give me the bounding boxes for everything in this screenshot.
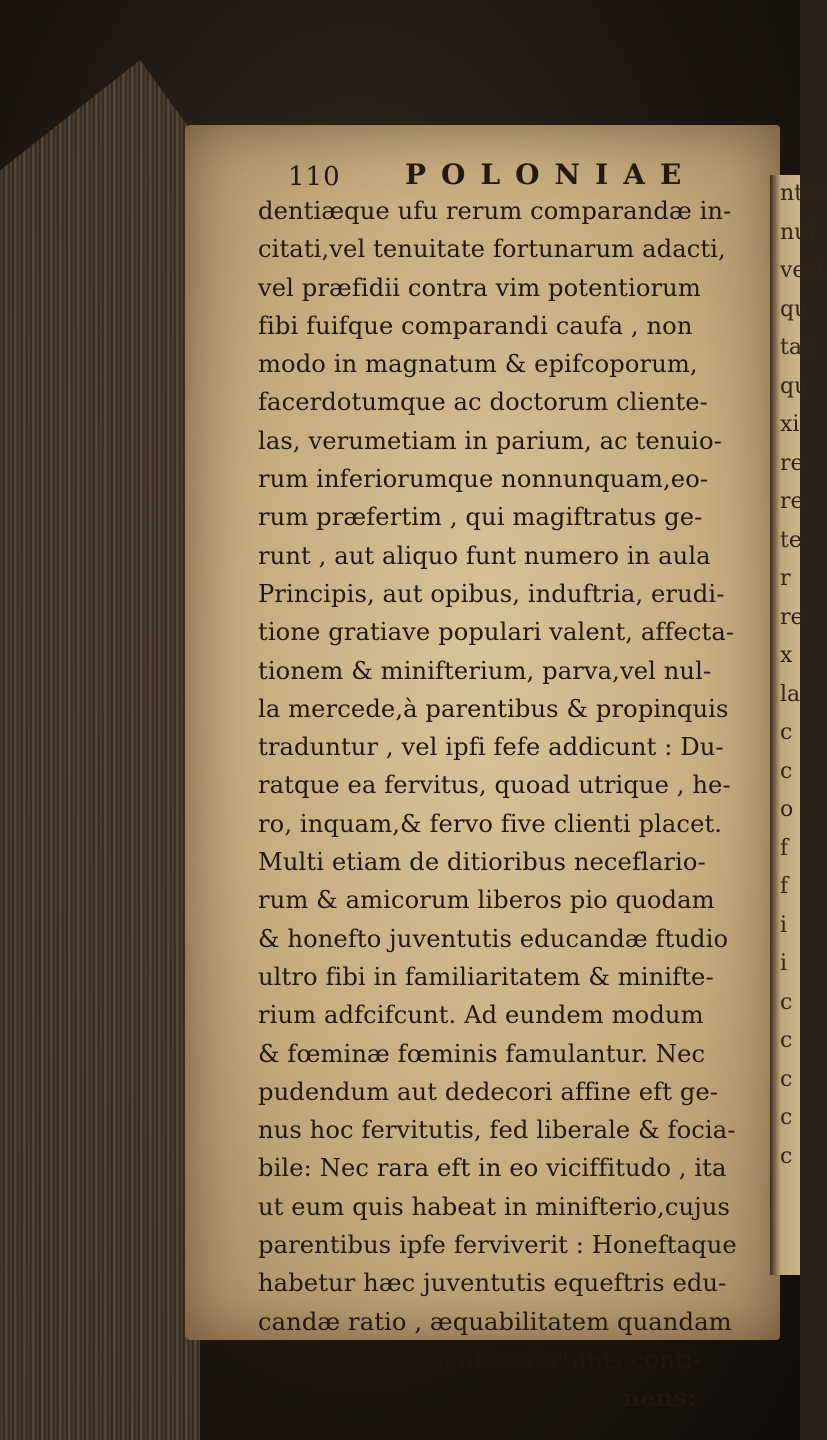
text-line: fibi fuifque comparandi caufa , non bbox=[258, 311, 693, 340]
facing-page-fragment: te bbox=[780, 527, 802, 553]
facing-page-fragment: c bbox=[780, 1143, 793, 1169]
facing-page-fragment: re bbox=[780, 604, 804, 630]
facing-page-fragment: xi bbox=[780, 412, 800, 437]
text-line: rum inferiorumque nonnunquam,eo- bbox=[258, 465, 709, 494]
text-line: etiam in inæqualibus fortunis conti- bbox=[258, 1345, 701, 1374]
text-line: citati,vel tenuitate fortunarum adacti, bbox=[258, 235, 726, 264]
text-line: runt , aut aliquo funt numero in aula bbox=[258, 541, 711, 570]
text-line: modo in magnatum & epifcoporum, bbox=[258, 350, 698, 379]
facing-page-fragment: re bbox=[780, 489, 804, 514]
text-line: rum præfertim , qui magiftratus ge- bbox=[258, 503, 703, 532]
facing-page-fragment: x bbox=[780, 643, 793, 668]
catchword: nens: bbox=[622, 1383, 696, 1413]
page-number: 110 bbox=[288, 162, 341, 192]
facing-page-fragment: c bbox=[780, 989, 793, 1015]
facing-page-edge bbox=[770, 175, 827, 1275]
facing-page-fragment: i bbox=[780, 951, 788, 976]
running-title: POLONIAE bbox=[405, 158, 697, 191]
facing-page-fragment: c bbox=[780, 1066, 793, 1092]
text-line: nus hoc fervitutis, fed liberale & focia- bbox=[258, 1116, 736, 1145]
text-line: & fœminæ fœminis famulantur. Nec bbox=[258, 1039, 706, 1068]
text-line: ultro fibi in familiaritatem & minifte- bbox=[258, 962, 714, 991]
facing-page-fragment: c bbox=[780, 1105, 793, 1130]
text-line: tione gratiave populari valent, affecta- bbox=[258, 618, 735, 647]
text-line: las, verumetiam in parium, ac tenuio- bbox=[258, 426, 722, 455]
facing-page-fragment: tat bbox=[780, 335, 811, 360]
text-line: rium adfcifcunt. Ad eundem modum bbox=[258, 1001, 704, 1030]
body-text bbox=[258, 192, 758, 1418]
text-line: Principis, aut opibus, induftria, erudi- bbox=[258, 579, 725, 608]
facing-page-fragment: c bbox=[780, 1028, 793, 1053]
facing-page-fragment: f bbox=[780, 874, 789, 899]
text-line: ratque ea fervitus, quoad utrique , he- bbox=[258, 771, 731, 800]
text-line: & honefto juventutis educandæ ftudio bbox=[258, 924, 729, 953]
text-line: pudendum aut dedecori affine eft ge- bbox=[258, 1077, 719, 1106]
facing-page-fragment: c bbox=[780, 720, 793, 745]
facing-page-fragment: qu bbox=[780, 373, 809, 399]
facing-page-fragment: ntes bbox=[780, 181, 827, 206]
facing-page-fragment: f bbox=[780, 835, 789, 861]
text-line: ro, inquam,& fervo five clienti placet. bbox=[258, 809, 723, 838]
facing-page-fragment: o bbox=[780, 797, 794, 822]
text-line: habetur hæc juventutis equeftris edu- bbox=[258, 1269, 727, 1298]
text-line: tionem & minifterium, parva,vel nul- bbox=[258, 656, 712, 685]
text-line: la mercede,à parentibus & propinquis bbox=[258, 694, 729, 723]
stacked-page-edges bbox=[0, 60, 200, 1440]
text-line: facerdotumque ac doctorum cliente- bbox=[258, 388, 708, 417]
text-line: dentiæque ufu rerum comparandæ in- bbox=[258, 197, 732, 225]
text-line: bile: Nec rara eft in eo viciffitudo , ita bbox=[258, 1154, 727, 1183]
text-line: traduntur , vel ipfi fefe addicunt : Du- bbox=[258, 733, 724, 762]
facing-page-fragment: la bbox=[780, 681, 801, 707]
text-line: candæ ratio , æquabilitatem quandam bbox=[258, 1307, 732, 1336]
text-line: ut eum quis habeat in minifterio,cujus bbox=[258, 1192, 730, 1221]
facing-page-fragment: r bbox=[780, 566, 791, 591]
facing-page-fragment: qu bbox=[780, 296, 809, 322]
facing-page-fragment: vert bbox=[780, 258, 825, 283]
text-line: rum & amicorum liberos pio quodam bbox=[258, 886, 715, 915]
facing-page-fragment: nui bbox=[780, 219, 816, 245]
facing-page-fragment: re bbox=[780, 450, 804, 476]
text-line: vel præfidii contra vim potentiorum bbox=[258, 273, 701, 302]
text-line: Multi etiam de ditioribus neceflario- bbox=[258, 848, 706, 877]
facing-page-fragment: i bbox=[780, 912, 788, 938]
text-line: parentibus ipfe ferviverit : Honeftaque bbox=[258, 1231, 737, 1260]
facing-page-fragment: c bbox=[780, 758, 793, 784]
